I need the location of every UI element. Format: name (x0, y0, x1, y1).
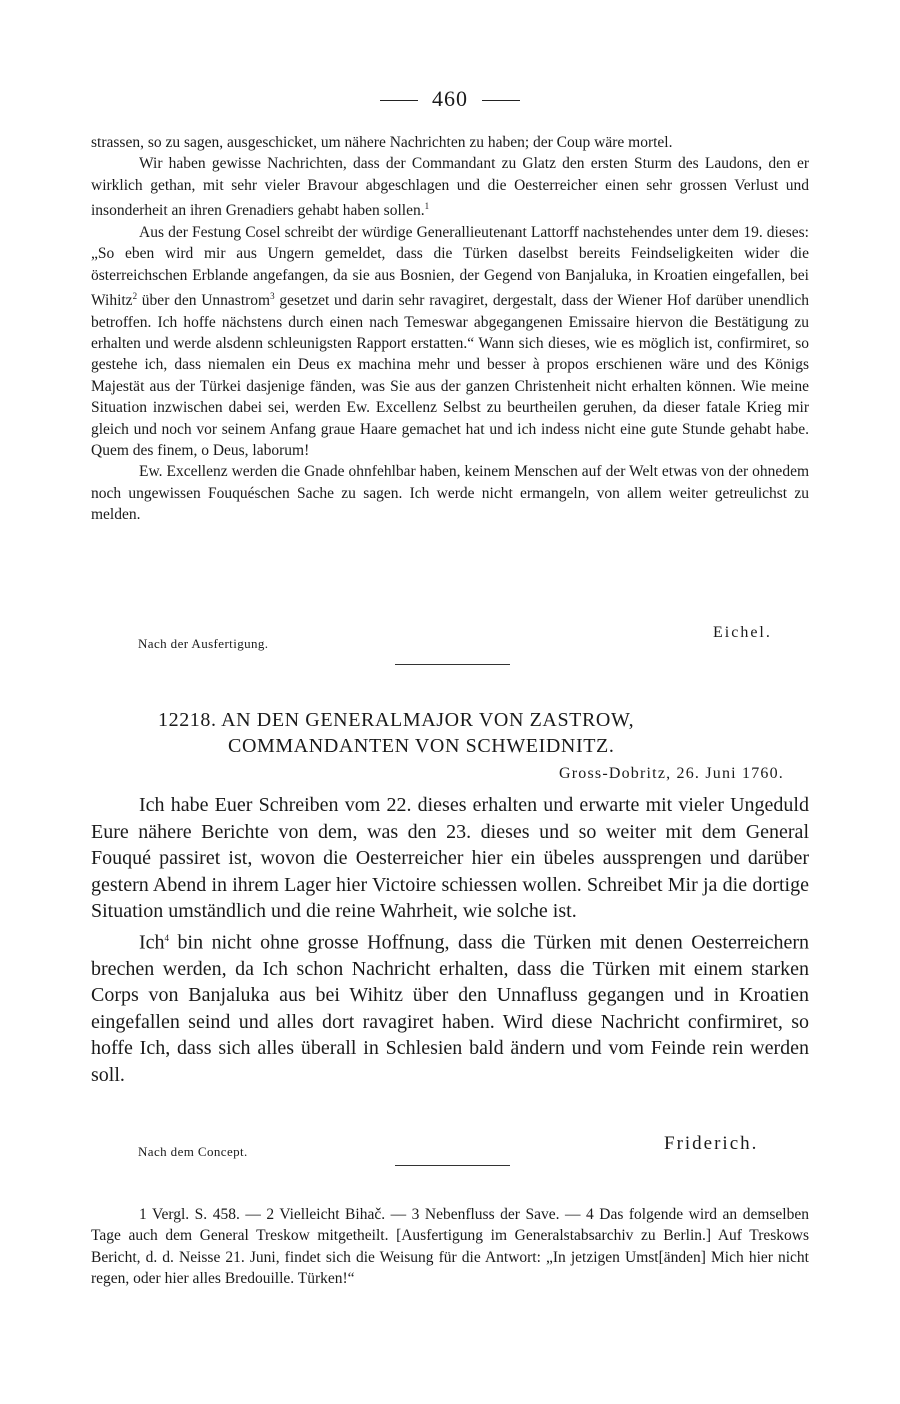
footnote-divider (395, 1165, 510, 1166)
previous-letter-paragraph-3: Aus der Festung Cosel schreibt der würdige Generallieutenant Lattorff nachstehendes unter dem 19. dieses: „So eben wird mir aus Ungern gemeldet, dass die Türken daselbst bereits Feindseligkeiten wider die österreichschen Erblande angefangen, da sie aus Bosnien, der Gegend von Banjaluka, in Kroatien eingefallen, bei Wihitz$^2$ über den Unnastrom$^3$ gesetzet und darin sehr ravagiret, dergestalt, dass der Wiener Hof darüber unendlich betroffen. Ich hoffe nächstens durch einen nach Temeswar abgegangenen Emissaire hiervon die Bestätigung zu erhalten und werde alsdenn schleunigsten Rapport erstatten.“ Wann sich dieses, wie es möglich ist, confirmiret, so gestehe ich, dass niemalen ein Deus ex machina mehr und besser à propos erschienen wäre und des Königs Majestät aus der Türkei dasjenige fänden, was Sie aus der ganzen Christenheit nicht erhalten können. Wie meine Situation inzwischen dabei sei, werden Ew. Excellenz Selbst zu beurtheilen geruhen, da dieser fatale Krieg mir gleich und noch vor seinem Anfang graue Haare gemachet hat und ich indess nicht eine gute Stunde gehabt habe. Quem des finem, o Deus, laborum! (91, 223, 809, 459)
previous-letter-source: Nach der Ausfertigung. (138, 636, 269, 651)
previous-letter-paragraph-4: Ew. Excellenz werden die Gnade ohnfehlbar haben, keinem Menschen auf der Welt etwas von der ohnedem noch ungewissen Fouquéschen Sache zu sagen. Ich werde nicht ermangeln, von allem weiter getreulichst zu melden. (91, 463, 809, 524)
document-heading-line-1 (158, 707, 634, 733)
previous-letter-paragraph-1: strassen, so zu sagen, ausgeschicket, um nähere Nachrichten zu haben; der Coup wäre mortel. (91, 134, 673, 151)
section-divider (395, 664, 510, 665)
header-dash-right (482, 100, 520, 101)
document-paragraph-1: Ich habe Euer Schreiben vom 22. dieses erhalten und erwarte mit vieler Ungeduld Eure nähere Berichte von dem, was den 23. dieses und so weiter mit dem General Fouqué passiret ist, wovon die Oesterreicher hier ein übeles aussprengen und darüber gestern Abend in ihrem Lager hier Victoire schiessen wollen. Schreibet Mir ja die dortige Situation umständlich und die reine Wahrheit, wie solche ist. (91, 794, 809, 922)
document-number: 12218. (158, 709, 217, 731)
place-date: Gross-Dobritz, 26. Juni 1760. (558, 765, 784, 782)
previous-letter-signature: Eichel. (713, 624, 772, 641)
document-title-line-2: COMMANDANTEN VON SCHWEIDNITZ. (228, 735, 615, 757)
footnote-ref-2: 2 (132, 291, 138, 301)
footnotes-text: 1 Vergl. S. 458. — 2 Vielleicht Bihač. — 3 Nebenfluss der Save. — 4 Das folgende wird an demselben Tage auch dem General Treskow mitgetheilt. [Ausfertigung im Generalstabsarchiv zu Berlin.] Auf Treskows Bericht, d. d. Neisse 21. Juni, findet sich die Weisung für die Antwort: „In jetzigen Umst[änden] Mich hier nicht regen, oder hier alles Bredouille. Türken!“ (91, 1206, 809, 1288)
document-signature: Friderich. (664, 1133, 759, 1154)
document-source: Nach dem Concept. (138, 1144, 248, 1159)
header-dash-left (380, 100, 418, 101)
footnote-ref-1: 1 (424, 201, 430, 212)
previous-letter-paragraph-2: Wir haben gewisse Nachrichten, dass der Commandant zu Glatz den ersten Sturm des Laudons, den er wirklich gethan, mit sehr vieler Bravour abgeschlagen und die Oesterreicher einen sehr grossen Verlust und insonderheit an ihren Grenadiers gehabt haben sollen.$^1$ (91, 155, 809, 220)
footnotes (91, 1204, 809, 1290)
document-body (91, 792, 809, 1088)
footnote-ref-4: 4 (164, 932, 170, 943)
document-title-line-1: AN DEN GENERALMAJOR VON ZASTROW, (221, 709, 635, 731)
page-number: 460 (432, 86, 468, 111)
page-header (0, 86, 900, 112)
document-paragraph-2: Ich$^4$ bin nicht ohne grosse Hoffnung, dass die Türken mit denen Oesterreichern brechen werden, da Ich schon Nachricht erhalten, dass die Türken mit einem starken Corps von Banjaluka aus bei Wihitz über den Unnafluss gegangen und in Kroatien eingefallen seind und alles dort ravagiret haben. Wird diese Nachricht confirmiret, so hoffe Ich, dass sich alles überall in Schlesien bald ändern und vom Feinde rein werden soll. (91, 931, 809, 1086)
footnote-ref-3: 3 (270, 291, 275, 301)
previous-letter-body (91, 132, 809, 526)
